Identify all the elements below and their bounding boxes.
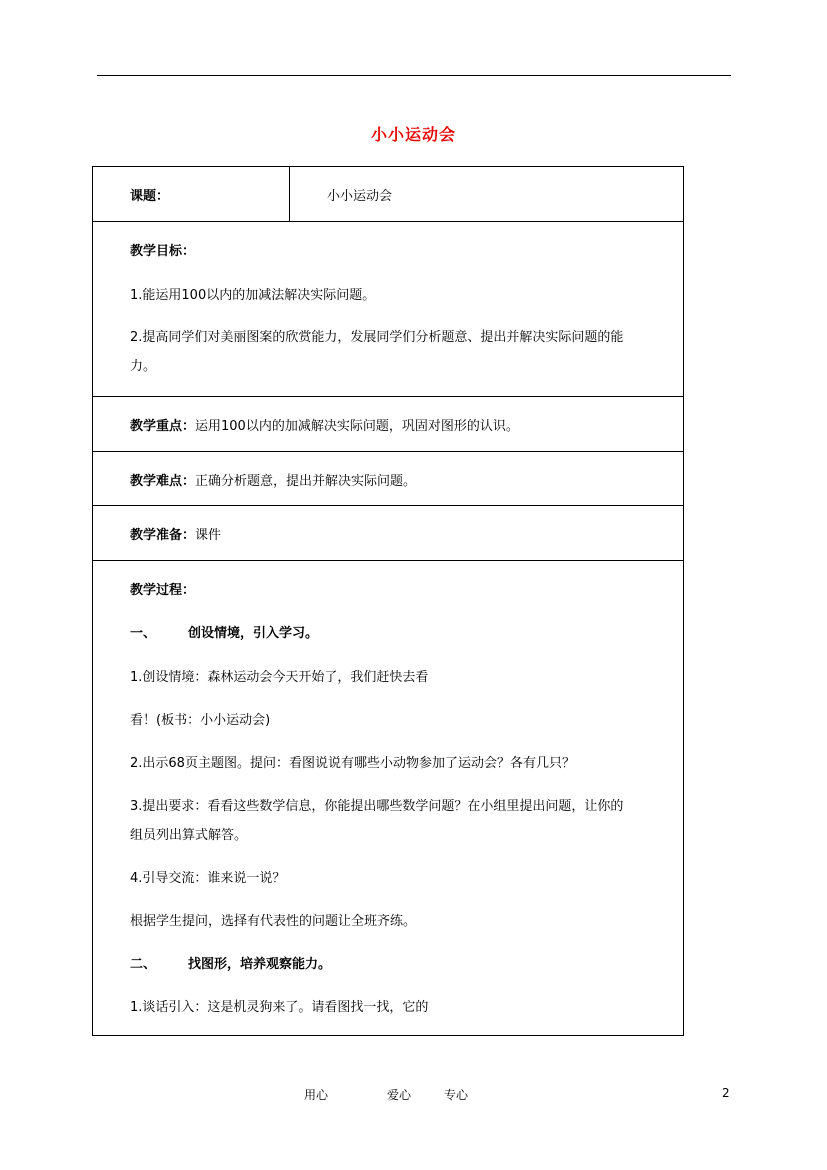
process-item-6: 1.谈话引入：这是机灵狗来了。请看图找一找，它的 (130, 1000, 429, 1015)
key-point-label: 教学重点： (130, 419, 196, 434)
teaching-process-row (93, 561, 683, 1035)
teaching-goals-heading: 教学目标： (130, 244, 196, 259)
preparation-line (130, 524, 221, 543)
page-number: 2 (722, 1086, 730, 1100)
process-item-1-line-2: 看！(板书：小小运动会) (130, 713, 271, 728)
goal-item-2-line-2: 力。 (130, 359, 157, 374)
section-2-title: 找图形，培养观察能力。 (188, 957, 332, 972)
topic-cell-divider (289, 167, 290, 221)
preparation-row (93, 506, 683, 561)
preparation-label: 教学准备： (130, 528, 196, 543)
goal-item-1: 1.能运用100以内的加减法解决实际问题。 (130, 288, 376, 303)
process-item-4: 4.引导交流：谁来说一说？ (130, 871, 286, 886)
difficulty-row (93, 452, 683, 506)
topic-value: 小小运动会 (327, 189, 393, 204)
key-point-text: 运用100以内的加减解决实际问题，巩固对图形的认识。 (195, 419, 519, 434)
process-item-3-line-1: 3.提出要求：看看这些数学信息，你能提出哪些数学问题？在小组里提出问题，让你的 (130, 799, 624, 814)
preparation-text: 课件 (195, 528, 222, 543)
process-item-3-line-2: 组员列出算式解答。 (130, 828, 248, 843)
section-2-number: 二、 (130, 957, 157, 972)
footer-item-1: 用心 (304, 1088, 329, 1102)
topic-label: 课题： (130, 189, 170, 204)
lesson-plan-table (92, 166, 684, 1036)
process-item-5: 根据学生提问，选择有代表性的问题让全班齐练。 (130, 914, 417, 929)
section-1-number: 一、 (130, 626, 157, 641)
teaching-process-heading: 教学过程： (130, 583, 196, 598)
difficulty-text: 正确分析题意，提出并解决实际问题。 (195, 474, 417, 489)
key-point-row (93, 397, 683, 452)
goal-item-2-line-1: 2.提高同学们对美丽图案的欣赏能力，发展同学们分析题意、提出并解决实际问题的能 (130, 330, 624, 345)
topic-row (93, 167, 683, 222)
difficulty-line (130, 470, 416, 489)
process-item-2: 2.出示68页主题图。提问：看图说说有哪些小动物参加了运动会？各有几只？ (130, 756, 575, 771)
key-point-line (130, 415, 519, 434)
header-rule (97, 75, 731, 76)
teaching-goals-row (93, 222, 683, 397)
process-item-1-line-1: 1.创设情境：森林运动会今天开始了，我们赶快去看 (130, 670, 429, 685)
section-1-title: 创设情境，引入学习。 (188, 626, 319, 641)
footer-item-3: 专心 (444, 1088, 469, 1102)
difficulty-label: 教学难点： (130, 474, 196, 489)
footer-item-2: 爱心 (387, 1088, 412, 1102)
document-title: 小小运动会 (370, 125, 456, 144)
